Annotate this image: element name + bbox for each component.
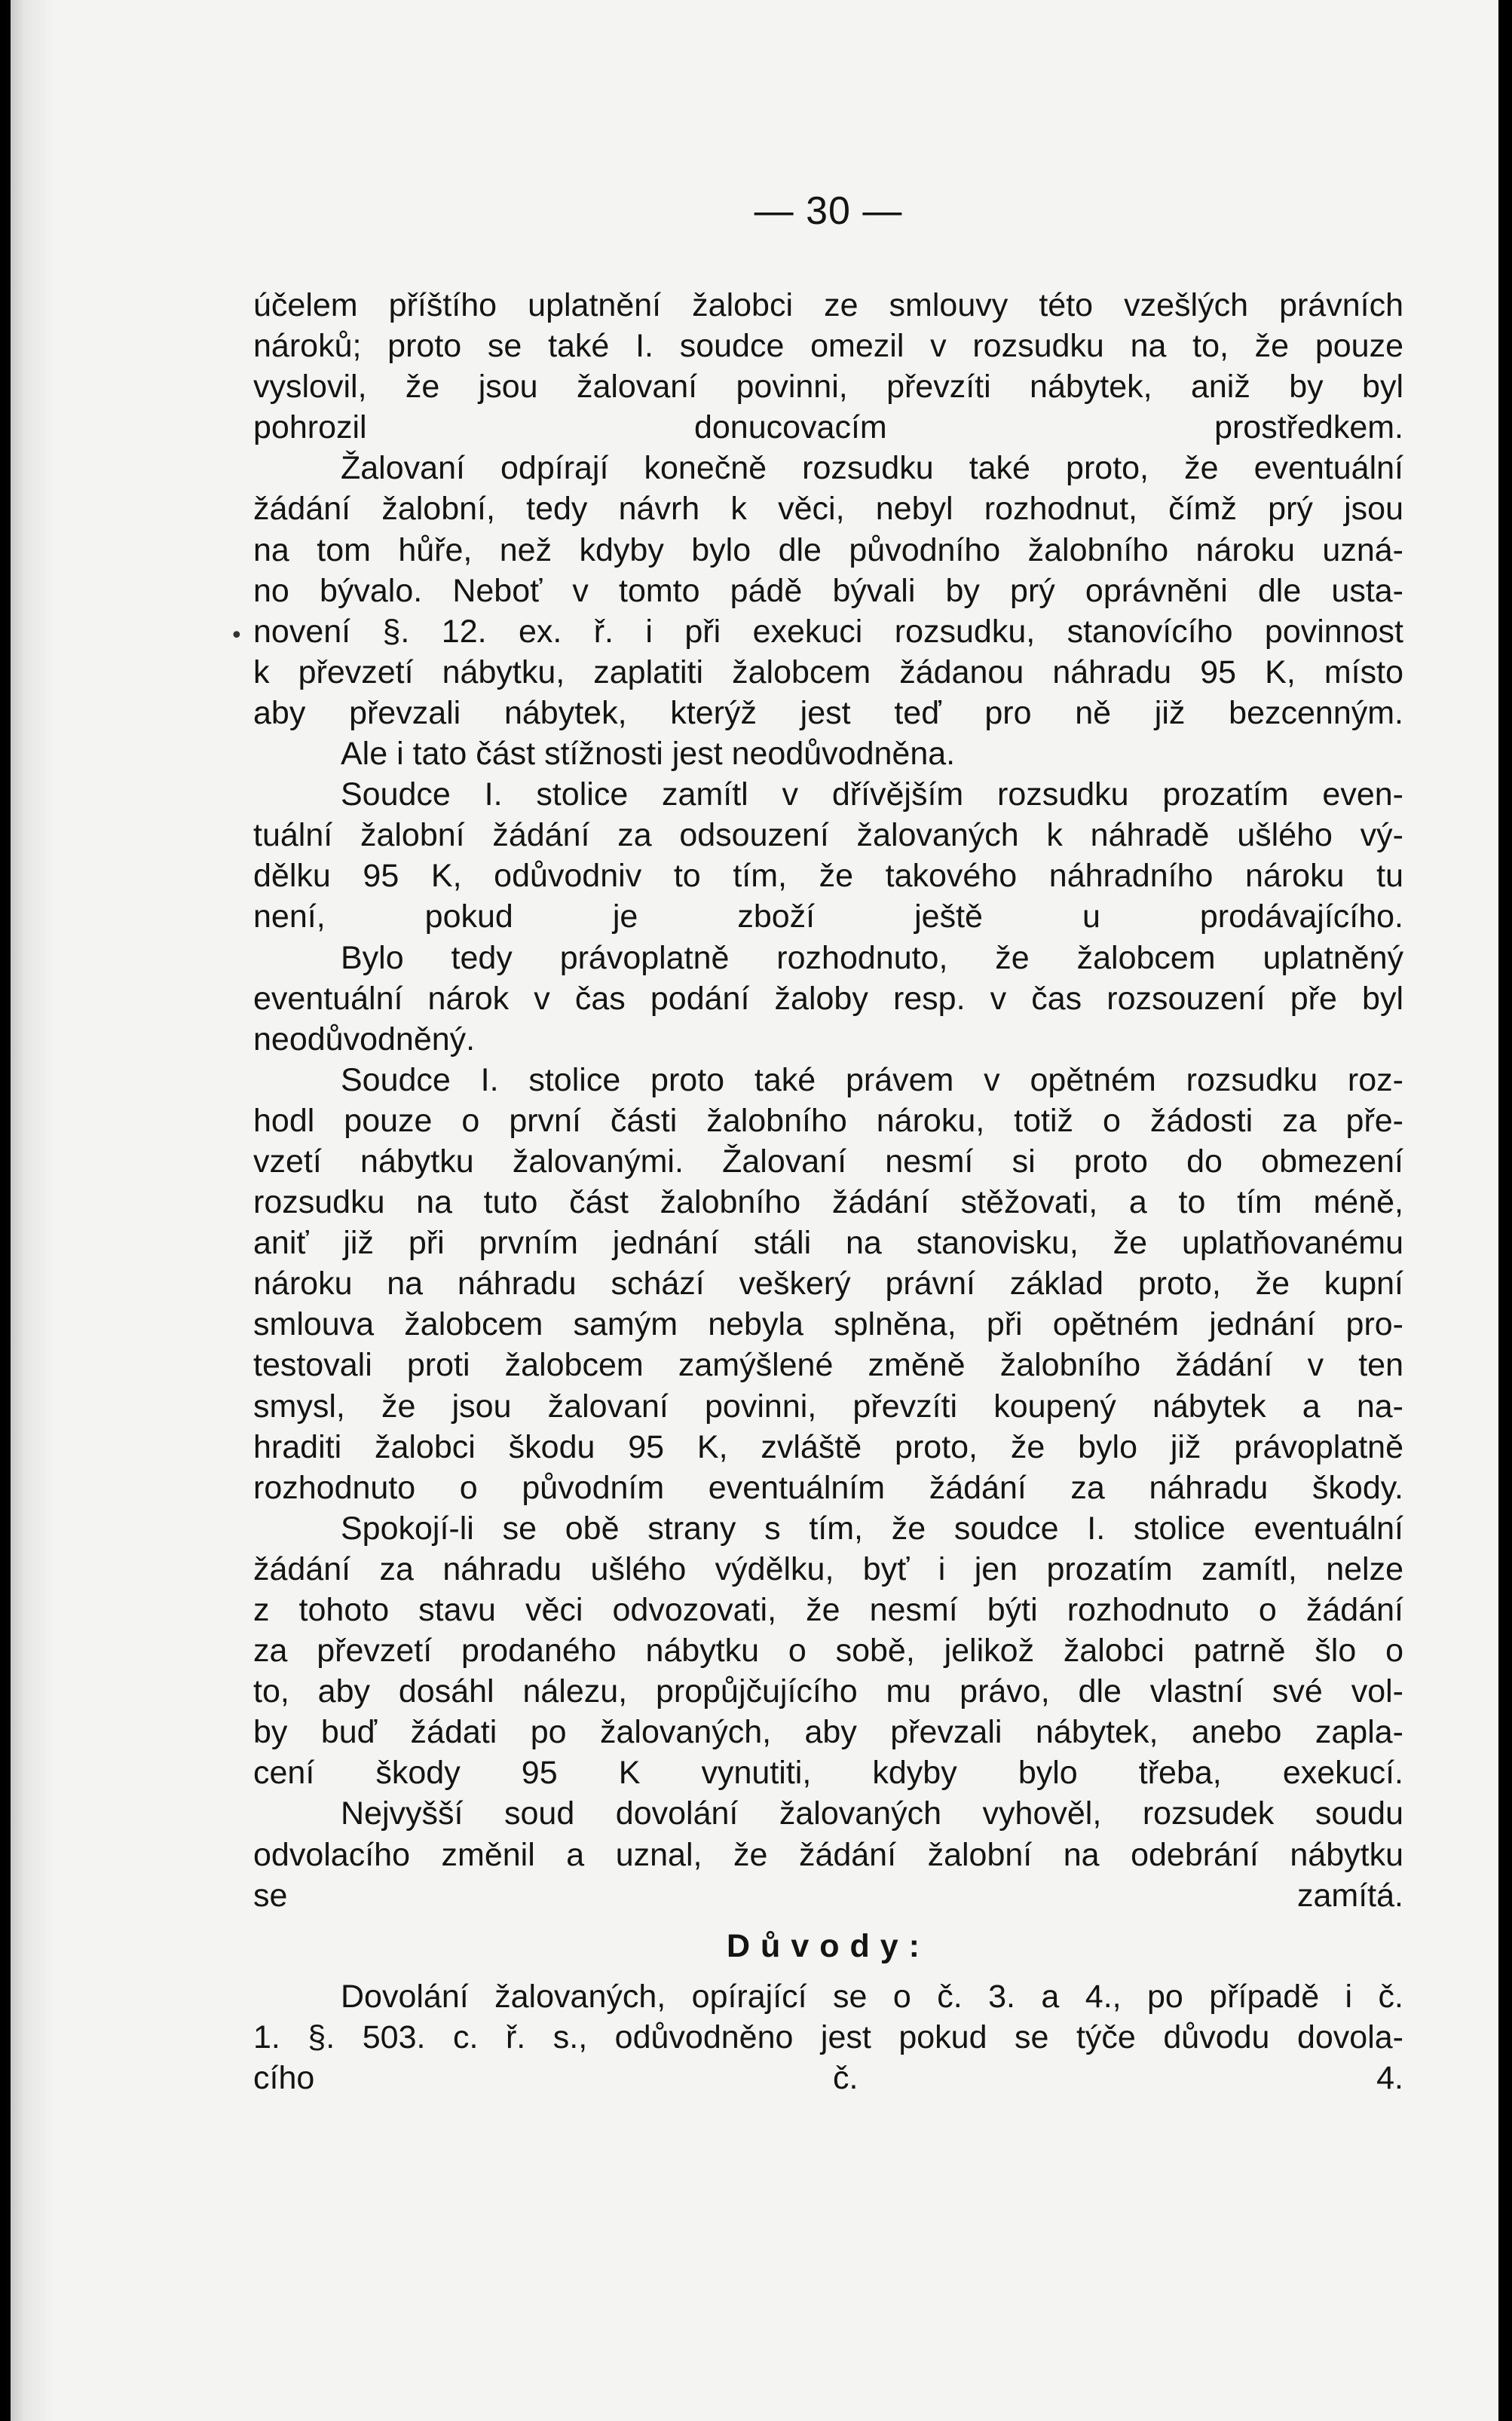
text-line: Ale i tato část stížnosti jest neodůvodněna. [341,736,956,773]
text-line: Žalovaní odpírají konečně rozsudku také proto, že eventuální [341,450,1403,487]
text-line: vzetí nábytku žalovanými. Žalovaní nesmí si proto do obmezení [253,1143,1403,1180]
text-line: není, pokud je zboží ještě u prodávajícího. [253,898,1403,935]
text-line: cího č. 4. [253,2060,1403,2097]
text-line: Spokojí-li se obě strany s tím, že soudce I. stolice eventuální [341,1510,1403,1547]
text-line: dělku 95 K, odůvodniv to tím, že takového náhradního nároku tu [253,858,1403,895]
text-line: smlouva žalobcem samým nebyla splněna, při opětném jednání pro- [253,1306,1403,1343]
text-line: žádání žalobní, tedy návrh k věci, nebyl rozhodnut, čímž prý jsou [253,491,1403,528]
text-line: eventuální nárok v čas podání žaloby resp. v čas rozsouzení pře byl [253,980,1403,1017]
text-line: z tohoto stavu věci odvozovati, že nesmí býti rozhodnuto o žádání [253,1592,1403,1628]
text-line: aniť již při prvním jednání stáli na stanovisku, že uplatňovanému [253,1225,1403,1262]
text-line: no bývalo. Neboť v tomto pádě bývali by prý oprávněni dle usta- [253,572,1403,609]
paragraph-7 [253,1508,1403,1794]
text-line: neodůvodněný. [253,1021,476,1057]
paragraph-8 [253,1793,1403,1915]
paragraph-3 [253,733,1403,774]
text-line: nároku na náhradu schází veškerý právní základ proto, že kupní [253,1266,1403,1302]
text-line: to, aby dosáhl nálezu, propůjčujícího mu právo, dle vlastní své vol- [253,1673,1403,1710]
text-line: Soudce I. stolice zamítl v dřívějším rozsudku prozatím even- [341,776,1403,813]
text-line: 1. §. 503. c. ř. s., odůvodněno jest pokud se týče důvodu dovola- [253,2019,1403,2055]
text-line: se zamítá. [253,1877,1403,1914]
text-line: na tom hůře, než kdyby bylo dle původního žalobního nároku uzná- [253,531,1403,568]
text-line: testovali proti žalobcem zamýšlené změně žalobního žádání v ten [253,1347,1403,1384]
text-line: rozhodnuto o původním eventuálním žádání za náhradu škody. [253,1469,1403,1506]
body-text [253,285,1403,2098]
page-number: — 30 — [754,189,903,233]
book-page [11,0,1498,2421]
text-line: Dovolání žalovaných, opírající se o č. 3. a 4., po případě i č. [341,1978,1403,2015]
text-line: vyslovil, že jsou žalovaní povinni, převzíti nábytek, aniž by byl [253,369,1403,406]
text-line: tuální žalobní žádání za odsouzení žalovaných k náhradě ušlého vý- [253,817,1403,854]
text-line: nároků; proto se také I. soudce omezil v rozsudku na to, že pouze [253,328,1403,365]
text-line: Bylo tedy právoplatně rozhodnuto, že žalobcem uplatněný [341,939,1403,976]
closing-paragraph [253,1976,1403,2098]
text-line: k převzetí nábytku, zaplatiti žalobcem žádanou náhradu 95 K, místo [253,653,1403,690]
paragraph-1 [253,285,1403,448]
margin-mark: • [230,623,243,649]
text-line: by buď žádati po žalovaných, aby převzali nábytek, anebo zapla- [253,1714,1403,1751]
page-gutter-shadow [11,0,56,2421]
text-line: odvolacího změnil a uznal, že žádání žalobní na odebrání nábytku [253,1836,1403,1873]
paragraph-5 [253,938,1403,1060]
text-line: cení škody 95 K vynutiti, kdyby bylo třeba, exekucí. [253,1755,1403,1792]
text-line: aby převzali nábytek, kterýž jest teď pro ně již bezcenným. [253,694,1403,731]
text-line: novení §. 12. ex. ř. i při exekuci rozsudku, stanovícího povinnost [253,613,1403,650]
text-line: účelem příštího uplatnění žalobci ze smlouvy této vzešlých právních [253,287,1403,323]
section-heading: Důvody: [727,1927,930,1964]
paragraph-4 [253,774,1403,937]
paragraph-6 [253,1060,1403,1508]
paragraph-2 [253,448,1403,733]
text-line: pohrozil donucovacím prostředkem. [253,409,1403,446]
text-line: hodl pouze o první části žalobního nároku, totiž o žádosti za pře- [253,1102,1403,1139]
text-line: smysl, že jsou žalovaní povinni, převzíti koupený nábytek a na- [253,1388,1403,1425]
text-line: žádání za náhradu ušlého výdělku, byť i jen prozatím zamítl, nelze [253,1550,1403,1587]
text-line: rozsudku na tuto část žalobního žádání stěžovati, a to tím méně, [253,1184,1403,1221]
text-line: za převzetí prodaného nábytku o sobě, jelikož žalobci patrně šlo o [253,1633,1403,1670]
text-line: Soudce I. stolice proto také právem v opětném rozsudku roz- [341,1061,1403,1098]
text-line: Nejvyšší soud dovolání žalovaných vyhověl, rozsudek soudu [341,1795,1403,1832]
text-line: hraditi žalobci škodu 95 K, zvláště proto, že bylo již právoplatně [253,1428,1403,1465]
